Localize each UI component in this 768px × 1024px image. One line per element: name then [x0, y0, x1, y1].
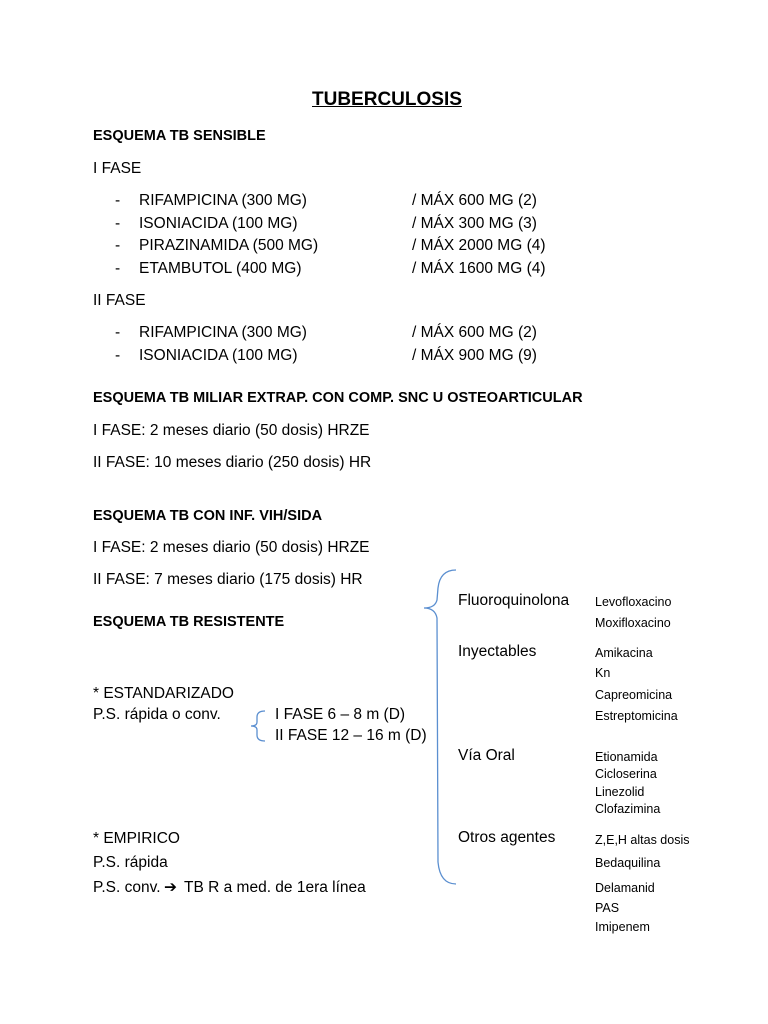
drug-item: Levofloxacino: [595, 595, 672, 609]
drug-max-dose: / MÁX 600 MG (2): [412, 324, 537, 341]
drug-item: Linezolid: [595, 785, 645, 799]
drug-item: Moxifloxacino: [595, 616, 671, 630]
section-heading-vih: ESQUEMA TB CON INF. VIH/SIDA: [93, 508, 323, 524]
group-via-oral: Vía Oral: [458, 747, 515, 764]
resistente-fase2: II FASE 12 – 16 m (D): [275, 727, 427, 744]
drug-item: Bedaquilina: [595, 856, 661, 870]
drug-name: PIRAZINAMIDA (500 MG): [139, 237, 319, 254]
section-heading-miliar: ESQUEMA TB MILIAR EXTRAP. CON COMP. SNC U OSTEOARTICULAR: [93, 390, 583, 406]
drug-max-dose: / MÁX 1600 MG (4): [412, 260, 546, 277]
drug-item: Z,E,H altas dosis: [595, 833, 690, 847]
left-brace-icon: [243, 708, 267, 744]
drug-name: ETAMBUTOL (400 MG): [139, 260, 302, 277]
list-bullet: -: [115, 260, 121, 277]
estandarizado-label: * ESTANDARIZADO: [93, 685, 234, 702]
drug-item: Etionamida: [595, 750, 658, 764]
ps-conv: P.S. conv.: [93, 879, 161, 896]
drug-item: Delamanid: [595, 881, 655, 895]
drug-item: Clofazimina: [595, 802, 661, 816]
vih-fase2: II FASE: 7 meses diario (175 dosis) HR: [93, 571, 363, 588]
drug-item: Imipenem: [595, 920, 650, 934]
list-bullet: -: [115, 347, 121, 364]
section-heading-resistente: ESQUEMA TB RESISTENTE: [93, 614, 285, 630]
ps-rapida-conv: P.S. rápida o conv.: [93, 706, 221, 723]
fase1-label: I FASE: [93, 160, 142, 177]
drug-item: PAS: [595, 901, 620, 915]
drug-name: RIFAMPICINA (300 MG): [139, 192, 307, 209]
drug-name: ISONIACIDA (100 MG): [139, 215, 298, 232]
arrow-right-icon: ➔: [164, 879, 177, 896]
ps-rapida: P.S. rápida: [93, 854, 168, 871]
list-bullet: -: [115, 215, 121, 232]
resistente-fase1: I FASE 6 – 8 m (D): [275, 706, 406, 723]
drug-name: ISONIACIDA (100 MG): [139, 347, 298, 364]
tbr-text: TB R a med. de 1era línea: [184, 879, 366, 896]
drug-item: Kn: [595, 666, 611, 680]
page-title: TUBERCULOSIS: [312, 89, 462, 110]
group-inyectables: Inyectables: [458, 643, 537, 660]
list-bullet: -: [115, 192, 121, 209]
section-heading-sensible: ESQUEMA TB SENSIBLE: [93, 128, 266, 144]
large-left-brace-icon: [420, 566, 460, 888]
drug-max-dose: / MÁX 900 MG (9): [412, 347, 537, 364]
drug-max-dose: / MÁX 300 MG (3): [412, 215, 537, 232]
list-bullet: -: [115, 237, 121, 254]
drug-item: Estreptomicina: [595, 709, 678, 723]
miliar-fase1: I FASE: 2 meses diario (50 dosis) HRZE: [93, 422, 370, 439]
group-fluoroquinolona: Fluoroquinolona: [458, 592, 570, 609]
drug-max-dose: / MÁX 600 MG (2): [412, 192, 537, 209]
drug-item: Amikacina: [595, 646, 653, 660]
vih-fase1: I FASE: 2 meses diario (50 dosis) HRZE: [93, 539, 370, 556]
miliar-fase2: II FASE: 10 meses diario (250 dosis) HR: [93, 454, 372, 471]
list-bullet: -: [115, 324, 121, 341]
fase2-label: II FASE: [93, 292, 146, 309]
empirico-label: * EMPIRICO: [93, 830, 180, 847]
group-otros-agentes: Otros agentes: [458, 829, 556, 846]
drug-item: Capreomicina: [595, 688, 673, 702]
drug-item: Cicloserina: [595, 767, 657, 781]
drug-max-dose: / MÁX 2000 MG (4): [412, 237, 546, 254]
drug-name: RIFAMPICINA (300 MG): [139, 324, 307, 341]
